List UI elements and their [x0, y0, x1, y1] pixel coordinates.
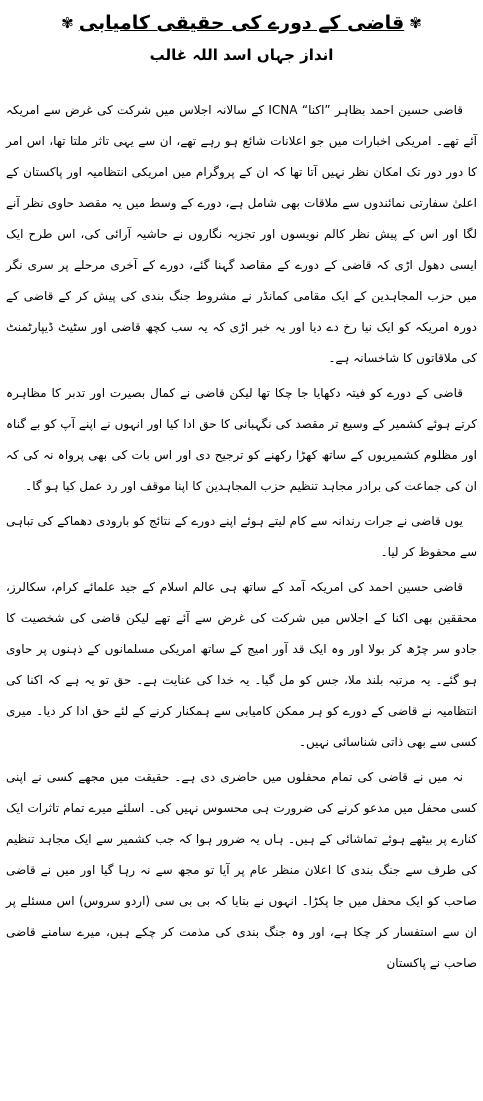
title-row: [6, 6, 477, 40]
column-byline: انداز جہاں اسد اللہ غالب: [149, 46, 334, 64]
article-paragraph: قاضی حسین احمد بظاہر ”اکنا“ ICNA کے سالانہ اجلاس میں شرکت کی غرض سے امریکہ آئے تھے۔ امریکی اخبارات میں جو اعلانات شائع ہو رہے تھے، ان سے یہی تاثر ملتا تھا، اس امر کا دور دور تک امکان نظر نہیں آتا تھا کہ ان کے پروگرام میں امریکی انتظامیہ اور پاکستان کے اعلیٰ سفارتی نمائندوں سے ملاقات بھی شامل ہے، دورے کے وسط میں یہ مقصد حاوی نظر آنے لگا اور اس کے پیش نظر کالم نویسوں اور تجزیہ نگاروں نے حاشیہ آرائی کی، اس طرح ایک ایسی دھول اڑی کہ قاضی کے دورے کے مقاصد گہنا گئے، دورے کے آخری مرحلے پر سری نگر میں حزب المجاہدین کے ایک مقامی کمانڈر نے مشروط جنگ بندی کی پیش کر کے قاضی کے دورہ امریکہ کو ایک نیا رخ دے دیا اور یہ خبر اڑی کہ یہ سب کچھ قاضی اور سٹیٹ ڈیپارٹمنٹ کی ملاقاتوں کا شاخسانہ ہے۔: [6, 103, 477, 365]
article-title: قاضی کے دورے کی حقیقی کامیابی: [78, 12, 405, 34]
ornament-right-icon: ✾: [409, 13, 422, 32]
ornament-left-icon: ✾: [61, 13, 74, 32]
article-paragraph: نہ میں نے قاضی کی تمام محفلوں میں حاضری دی ہے۔ حقیقت میں مجھے کسی نے اپنی کسی محفل میں مدعو کرنے کی ضرورت ہی محسوس نہیں کی۔ اسلئے میرے تمام تاثرات ایک کنارے پر بیٹھے ہوئے تماشائی کے ہیں۔ ہاں یہ ضرور ہوا کہ جب کشمیر سے ایک مجاہد تنظیم کی طرف سے جنگ بندی کا اعلان منظر عام پر آیا تو مجھ سے نہ رہا گیا اور میں نے قاضی صاحب کو ایک محفل میں جا پکڑا۔ انہوں نے بتایا کہ بی بی سی (اردو سروس) اس مسئلے پر ان سے استفسار کر چکا ہے، اور وہ جنگ بندی کی مذمت کر چکے ہیں، میرے سامنے قاضی صاحب نے پاکستان: [6, 770, 477, 970]
article-paragraph: قاضی کے دورے کو فیتہ دکھایا جا چکا تھا لیکن قاضی نے کمال بصیرت اور تدبر کا مظاہرہ کرتے ہوئے کشمیر کے وسیع تر مقصد کی نگہبانی کا حق ادا کیا اور انہوں نے اپنے آپ کو بے گناہ اور مظلوم کشمیریوں کے ساتھ کھڑا رکھنے کو ترجیح دی اور اس بات کی بھی پرواہ نہ کی کہ ان کی جماعت کی برادر مجاہد تنظیم حزب المجاہدین کا اپنا موقف اور رد عمل کیا ہو گا۔: [6, 386, 477, 493]
article-paragraph: یوں قاضی نے جرات رندانہ سے کام لیتے ہوئے اپنے دورے کے نتائج کو بارودی دھماکے کی تباہی سے محفوظ کر لیا۔: [6, 514, 477, 559]
article-paragraph: قاضی حسین احمد کی امریکہ آمد کے ساتھ ہی عالم اسلام کے جید علمائے کرام، سکالرز، محققین بھی اکنا کے اجلاس میں شرکت کی غرض سے آئے تھے لیکن قاضی کی شخصیت کا جادو سر چڑھ کر بولا اور وہ ایک قد آور امیج کے ساتھ امریکی مسلمانوں کے ذہنوں پر حاوی ہو گئے۔ یہ مرتبہ بلند ملا، جس کو مل گیا۔ یہ خدا کی عنایت ہے۔ حق تو یہ ہے کہ اکنا کی انتظامیہ نے قاضی کے دورے کو ہر ممکن کامیابی سے ہمکنار کرنے کے لئے حق ادا کر دیا۔ میری کسی سے بھی ذاتی شناسائی نہیں۔: [6, 580, 477, 749]
article-body: [6, 95, 477, 979]
